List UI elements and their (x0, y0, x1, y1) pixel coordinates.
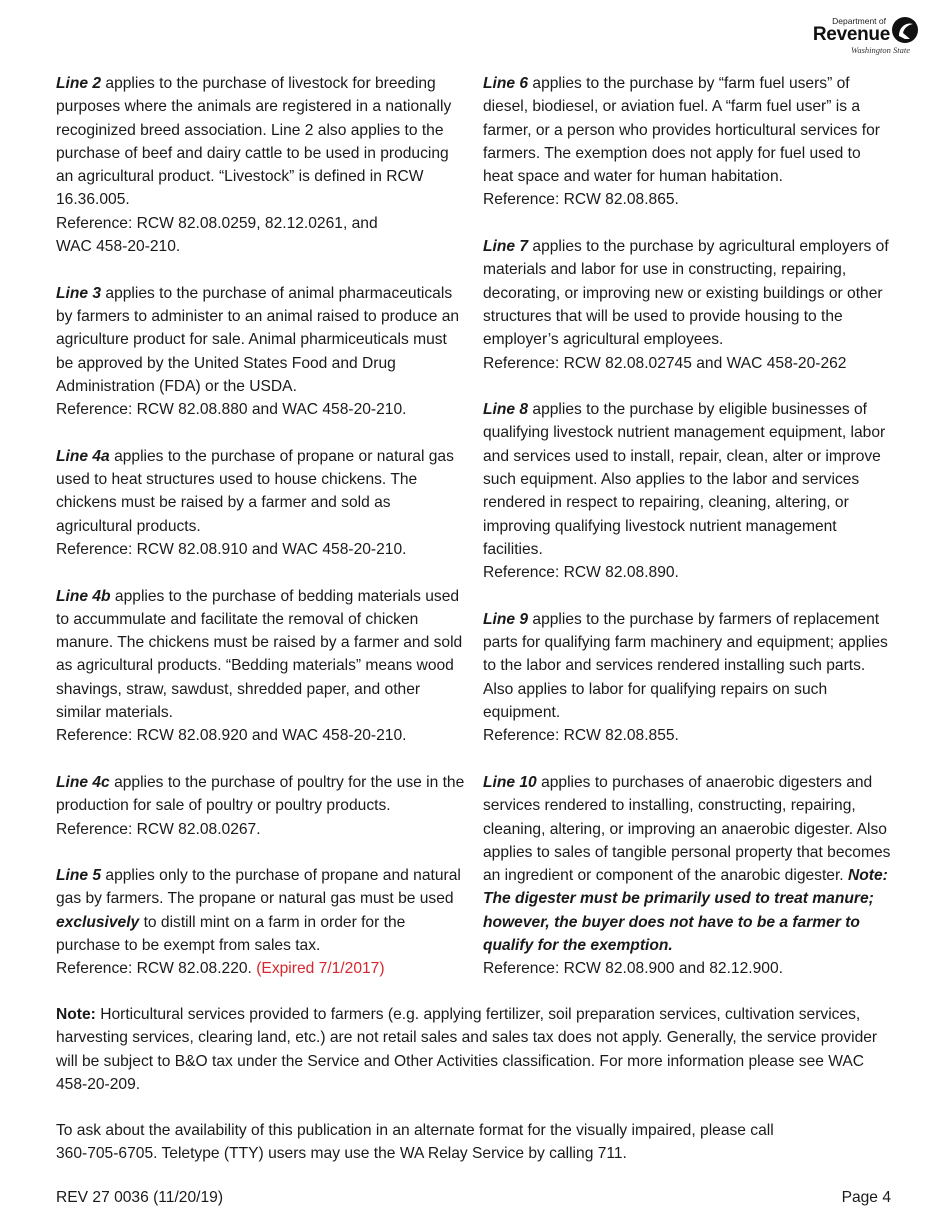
line-3-reference: Reference: RCW 82.08.880 and WAC 458-20-210. (56, 401, 407, 419)
line-3-body: Line 3 applies to the purchase of animal pharmaceuticals by farmers to administer to an animal raised to produce an agriculture product for sale. Animal pharmiceuticals must be approved by the United States Food and Drug Administration (FDA) or the USDA. (56, 284, 460, 395)
line-4a-body: Line 4a applies to the purchase of propane or natural gas used to heat structures used to house chickens. The chickens must be raised by a farmer and sold as agricultural products. (56, 447, 454, 535)
line-4c-reference: Reference: RCW 82.08.0267. (56, 820, 261, 838)
logo-dept-text: Department of (832, 16, 886, 26)
line-5-body: Line 5 applies only to the purchase of propane and natural gas by farmers. The propane or natural gas must be used exclusively to distill mint on a farm in order for the purchase to be exempt from sales tax. (56, 867, 461, 954)
line-4c-label: Line 4c (56, 773, 110, 791)
line-8-section (483, 398, 895, 584)
form-id: REV 27 0036 (11/20/19) (56, 1189, 224, 1206)
line-5-label: Line 5 (56, 867, 102, 885)
line-4b-section (56, 585, 468, 748)
line-9-body: Line 9 applies to the purchase by farmers of replacement parts for qualifying farm machinery and equipment; applies to the labor and services rendered installing such parts. Also applies to labor for qualifying repairs on such equipment. (483, 610, 888, 722)
line-4c-body: Line 4c applies to the purchase of poultry for the use in the production for sale of poultry or poultry products. (56, 773, 465, 815)
line-4a-reference: Reference: RCW 82.08.910 and WAC 458-20-210. (56, 540, 407, 558)
logo-revenue-text: Revenue (812, 24, 890, 45)
line-8-label: Line 8 (483, 401, 529, 419)
line-9-section (483, 608, 895, 748)
line-9-label: Line 9 (483, 610, 529, 628)
line-4b-label: Line 4b (56, 587, 111, 605)
accessibility-notice (56, 1119, 896, 1166)
line-8-body: Line 8 applies to the purchase by eligible businesses of qualifying livestock nutrient management equipment, labor and services used to install, repair, clean, alter or improve such equipment. Also applies to the labor and services rendered in respect to repairing, cleaning, altering, or improving qualifying livestock nutrient management facilities. (483, 401, 886, 558)
line-4c-section (56, 771, 468, 841)
line-3-label: Line 3 (56, 284, 102, 302)
line-7-body: Line 7 applies to the purchase by agricultural employers of materials and labor for use in constructing, repairing, decorating, or improving new or existing buildings or other structures that will be used to provide housing to the employer’s agricultural employees. (483, 238, 889, 349)
line-8-reference: Reference: RCW 82.08.890. (483, 564, 679, 582)
line-10-reference: Reference: RCW 82.08.900 and 82.12.900. (483, 960, 783, 978)
page-number: Page 4 (841, 1189, 891, 1206)
line-6-body: Line 6 applies to the purchase by “farm fuel users” of diesel, biodiesel, or aviation fuel. A “farm fuel user” is a farmer, or a person who provides horticultural services for farmers. The exemption does not apply for fuel used to heat space and water for human habitation. (483, 75, 880, 186)
line-2-reference-cont: WAC 458-20-210. (56, 238, 181, 256)
line-2-section (56, 72, 468, 258)
line-2-label: Line 2 (56, 75, 102, 92)
line-4b-reference: Reference: RCW 82.08.920 and WAC 458-20-210. (56, 727, 407, 745)
logo-state-text: Washington State (851, 45, 910, 55)
expired-notice: (Expired 7/1/2017) (256, 960, 385, 978)
line-7-reference: Reference: RCW 82.08.02745 and WAC 458-20-262 (483, 354, 847, 372)
line-10-body: Line 10 applies to purchases of anaerobic digesters and services rendered to installing, constructing, repairing, cleaning, altering, or improving an anaerobic digester. Also applies to sales of tangible personal property that becomes an ingredient or component of the anarobic digester. Note: The digester must be primarily used to treat manure; however, the buyer does not have to be a farmer to qualify for the exemption. (483, 773, 891, 954)
line-10-label: Line 10 (483, 773, 537, 791)
logo-swoosh-icon (890, 15, 920, 45)
line-9-reference: Reference: RCW 82.08.855. (483, 727, 679, 745)
digester-note: Note: The digester must be primarily used to treat manure; however, the buyer does not have to be a farmer to qualify for the exemption. (483, 867, 888, 954)
line-6-label: Line 6 (483, 75, 529, 92)
dor-logo (810, 14, 920, 60)
accessibility-line-1: To ask about the availability of this publication in an alternate format for the visually impaired, please call (56, 1122, 774, 1139)
line-2-reference: Reference: RCW 82.08.0259, 82.12.0261, and (56, 214, 378, 232)
line-4a-section (56, 445, 468, 561)
line-7-section (483, 235, 895, 375)
line-2-body: Line 2 applies to the purchase of livestock for breeding purposes where the animals are registered in a nationally recoginized breed association. Line 2 also applies to the purchase of beef and dairy cattle to be used in producing an agricultural product. “Livestock” is defined in RCW 16.36.005. (56, 75, 452, 209)
right-column (483, 72, 895, 1004)
line-7-label: Line 7 (483, 238, 529, 256)
line-3-section (56, 282, 468, 422)
line-5-reference: Reference: RCW 82.08.220. (Expired 7/1/2017) (56, 960, 385, 978)
line-4b-body: Line 4b applies to the purchase of bedding materials used to accummulate and facilitate the removal of chicken manure. The chickens must be raised by a farmer and sold as agricultural products. “Bedding materials” means wood shavings, straw, sawdust, shredded paper, and other similar materials. (56, 587, 463, 722)
line-6-reference: Reference: RCW 82.08.865. (483, 191, 679, 209)
exclusively-emphasis: exclusively (56, 913, 140, 931)
accessibility-line-2: 360-705-6705. Teletype (TTY) users may use the WA Relay Service by calling 711. (56, 1145, 627, 1163)
note-label: Note: (56, 1006, 96, 1023)
horticultural-note: Note: Horticultural services provided to farmers (e.g. applying fertilizer, soil preparation services, cultivation services, harvesting services, clearing land, etc.) are not retail sales and sales tax does not apply. Generally, the service provider will be subject to B&O tax under the Service and Other Activities classification. For more information please see WAC 458-20-209. (56, 1006, 878, 1093)
line-4a-label: Line 4a (56, 447, 110, 465)
left-column (56, 72, 468, 1004)
line-10-section (483, 771, 895, 981)
line-6-section (483, 72, 895, 212)
line-5-section (56, 864, 468, 980)
